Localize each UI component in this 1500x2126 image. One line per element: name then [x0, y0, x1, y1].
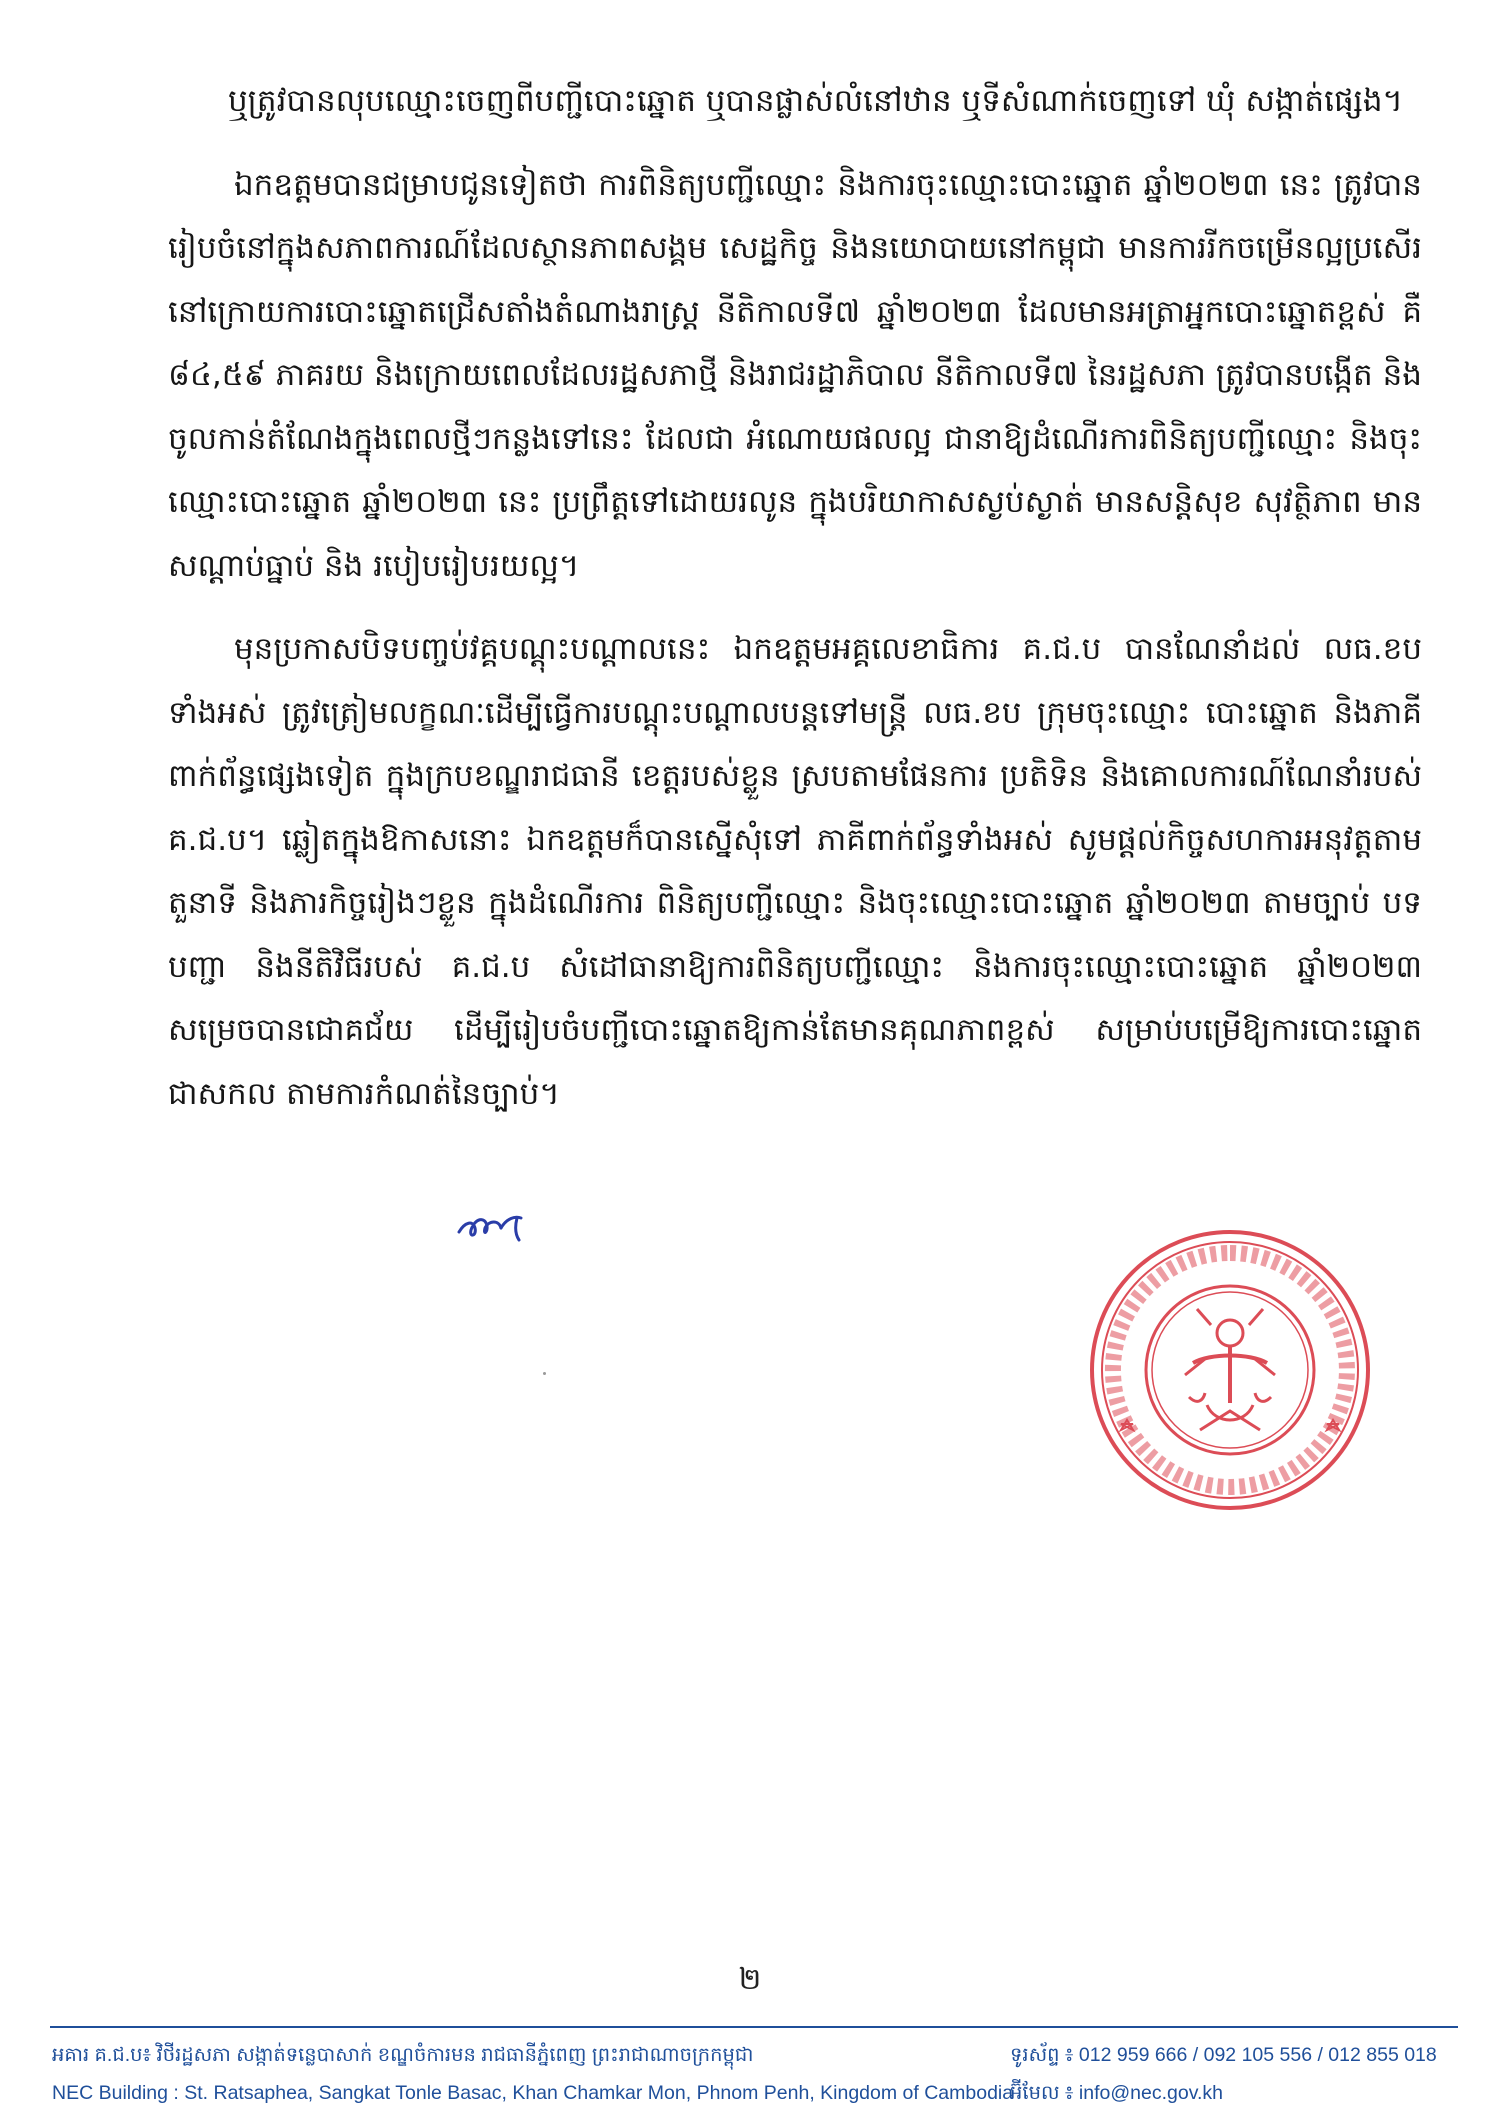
footer-divider	[50, 2026, 1458, 2028]
page-number: ២	[738, 1962, 762, 1997]
official-seal-icon	[1085, 1225, 1375, 1515]
paragraph-continuation: ឬត្រូវបានលុបឈ្មោះចេញពីបញ្ជីបោះឆ្នោត ឬបានផ្លាស់លំនៅឋាន ឬទីសំណាក់ចេញទៅ ឃុំ សង្កាត់ផ្សេង។	[228, 83, 1403, 119]
footer-phone	[1010, 2042, 1437, 2068]
footer-address-english: NEC Building : St. Ratsaphea, Sangkat Tonle Basac, Khan Chamkar Mon, Phnom Penh, Kingdom of Cambodia	[52, 2082, 1014, 2104]
footer-email	[1010, 2080, 1223, 2106]
footer-phone-label: ទូរស័ព្ទ ៖	[1010, 2044, 1074, 2066]
footer-email-address[interactable]: info@nec.gov.kh	[1078, 2082, 1224, 2104]
paragraph-closing-instructions: មុនប្រកាសបិទបញ្ចប់វគ្គបណ្តុះបណ្តាលនេះ ឯកឧត្តមអគ្គលេខាធិការ គ.ជ.ប បានណែនាំដល់ លធ.ខប ទាំងអស់ ត្រូវត្រៀមលក្ខណៈដើម្បីធ្វើការបណ្តុះបណ្តាលបន្តទៅមន្ត្រី លធ.ខប ក្រុមចុះឈ្មោះ បោះឆ្នោត និងភាគីពាក់ព័ន្ធផ្សេងទៀត ក្នុងក្របខណ្ឌរាជធានី ខេត្តរបស់ខ្លួន ស្របតាមផែនការ ប្រតិទិន និងគោលការណ៍ណែនាំរបស់ គ.ជ.ប។ ឆ្លៀតក្នុងឱកាសនោះ ឯកឧត្តមក៏បានស្នើសុំទៅ ភាគីពាក់ព័ន្ធទាំងអស់ សូមផ្តល់កិច្ចសហការអនុវត្តតាមតួនាទី និងភារកិច្ចរៀងៗខ្លួន ក្នុងដំណើរការ ពិនិត្យបញ្ជីឈ្មោះ និងចុះឈ្មោះបោះឆ្នោត ឆ្នាំ២០២៣ តាមច្បាប់ បទបញ្ជា និងនីតិវិធីរបស់ គ.ជ.ប សំដៅធានាឱ្យការពិនិត្យបញ្ជីឈ្មោះ និងការចុះឈ្មោះបោះឆ្នោត ឆ្នាំ២០២៣ សម្រេចបានជោគជ័យ ដើម្បីរៀបចំបញ្ជីបោះឆ្នោតឱ្យកាន់តែមានគុណភាពខ្ពស់ សម្រាប់បម្រើឱ្យការបោះឆ្នោតជាសកល តាមការកំណត់នៃច្បាប់។	[168, 631, 1422, 1112]
footer-address-khmer: អគារ គ.ជ.ប៖ វិថីរដ្ឋសភា សង្កាត់ទន្លេបាសាក់ ខណ្ឌចំការមន រាជធានីភ្នំពេញ ព្រះរាជាណាចក្រកម្ពុជា	[52, 2044, 754, 2066]
handwritten-initial-icon	[455, 1210, 535, 1244]
footer-email-label: អ៊ីមែល ៖	[1010, 2082, 1074, 2104]
scan-speck	[543, 1372, 546, 1375]
document-body	[168, 70, 1422, 1126]
footer-phone-numbers: 012 959 666 / 092 105 556 / 012 855 018	[1078, 2044, 1437, 2066]
paragraph-voter-registration-context: ឯកឧត្តមបានជម្រាបជូនទៀតថា ការពិនិត្យបញ្ជីឈ្មោះ និងការចុះឈ្មោះបោះឆ្នោត ឆ្នាំ២០២៣ នេះ ត្រូវបានរៀបចំនៅក្នុងសភាពការណ៍ដែលស្ថានភាពសង្គម សេដ្ឋកិច្ច និងនយោបាយនៅកម្ពុជា មានការរីកចម្រើនល្អប្រសើរ នៅក្រោយការបោះឆ្នោតជ្រើសតាំងតំណាងរាស្រ្ត នីតិកាលទី៧ ឆ្នាំ២០២៣ ដែលមានអត្រាអ្នកបោះឆ្នោតខ្ពស់ គឺ ៨៤,៥៩ ភាគរយ និងក្រោយពេលដែលរដ្ឋសភាថ្មី និងរាជរដ្ឋាភិបាល នីតិកាលទី៧ នៃរដ្ឋសភា ត្រូវបានបង្កើត និងចូលកាន់តំណែងក្នុងពេលថ្មីៗកន្លងទៅនេះ ដែលជា អំណោយផលល្អ ជានាឱ្យដំណើរការពិនិត្យបញ្ជីឈ្មោះ និងចុះឈ្មោះបោះឆ្នោត ឆ្នាំ២០២៣ នេះ ប្រព្រឹត្តទៅដោយរលូន ក្នុងបរិយាកាសស្ងប់ស្ងាត់ មានសន្តិសុខ សុវត្ថិភាព មានសណ្តាប់ធ្នាប់ និង របៀបរៀបរយល្អ។	[168, 166, 1422, 584]
